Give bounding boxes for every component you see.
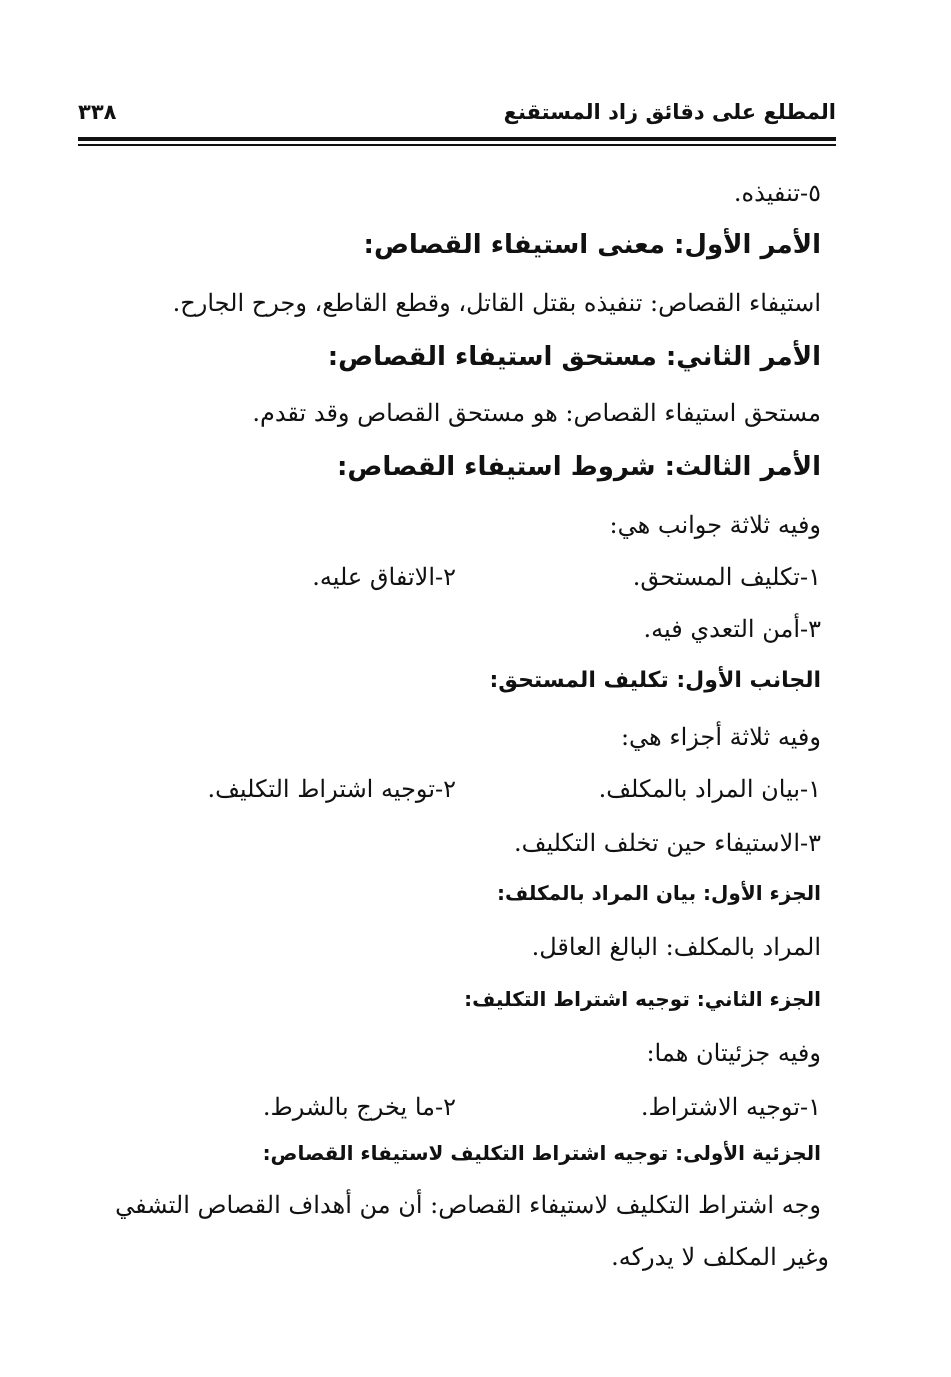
subsection-heading-1: الجانب الأول: تكليف المستحق:: [489, 668, 821, 693]
list-item-1: ١-توجيه الاشتراط.: [640, 1093, 821, 1121]
section-heading-1: الأمر الأول: معنى استيفاء القصاص:: [363, 230, 821, 260]
header-rule-thick: [78, 137, 836, 141]
section-heading-2: الأمر الثاني: مستحق استيفاء القصاص:: [327, 342, 821, 372]
paragraph-parts-intro: وفيه ثلاثة أجزاء هي:: [620, 723, 821, 751]
paragraph-mukallaf: المراد بالمكلف: البالغ العاقل.: [531, 933, 821, 961]
paragraph-subparts-intro: وفيه جزئيتان هما:: [646, 1039, 821, 1067]
list-item-5: ٥-تنفيذه.: [733, 179, 821, 207]
paragraph-justification-end: وغير المكلف لا يدركه.: [611, 1243, 829, 1271]
list-item-1: ١-بيان المراد بالمكلف.: [598, 775, 821, 803]
subpart-heading-1: الجزئية الأولى: توجيه اشتراط التكليف لاستيفاء القصاص:: [262, 1141, 821, 1165]
paragraph-definition: استيفاء القصاص: تنفيذه بقتل القاتل، وقطع القاطع، وجرح الجارح.: [172, 289, 821, 317]
list-item-3: ٣-أمن التعدي فيه.: [643, 615, 821, 643]
list-item-2: ٢-ما يخرج بالشرط.: [262, 1093, 456, 1121]
list-item-3: ٣-الاستيفاء حين تخلف التكليف.: [513, 829, 821, 857]
section-heading-3: الأمر الثالث: شروط استيفاء القصاص:: [336, 452, 821, 482]
header-rule-thin: [78, 144, 836, 146]
paragraph-justification: وجه اشتراط التكليف لاستيفاء القصاص: أن من أهداف القصاص التشفي: [115, 1191, 821, 1219]
list-item-2: ٢-الاتفاق عليه.: [312, 563, 456, 591]
paragraph-aspects-intro: وفيه ثلاثة جوانب هي:: [609, 511, 821, 539]
part-heading-2: الجزء الثاني: توجيه اشتراط التكليف:: [464, 987, 821, 1011]
book-title: المطلع على دقائق زاد المستقنع: [503, 100, 836, 124]
list-item-1: ١-تكليف المستحق.: [632, 563, 821, 591]
part-heading-1: الجزء الأول: بيان المراد بالمكلف:: [497, 881, 821, 905]
running-header: [78, 100, 836, 130]
paragraph-entitled: مستحق استيفاء القصاص: هو مستحق القصاص وقد تقدم.: [252, 399, 821, 427]
page-number: ٣٣٨: [78, 100, 117, 124]
list-item-2: ٢-توجيه اشتراط التكليف.: [207, 775, 456, 803]
